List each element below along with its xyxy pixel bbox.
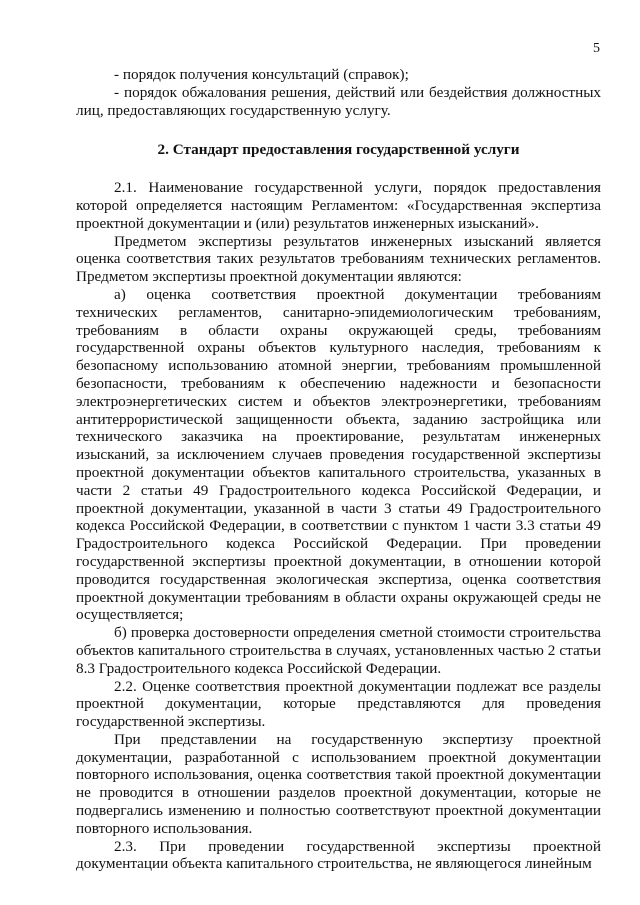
paragraph-reuse-documentation: При представлении на государственную экспертизу проектной документации, разработанной с использованием проектной документации повторного использования, оценка соответствия такой проектной документации не проводится в отношении разделов проектной документации, которые не подвергались изменению и полностью соответствуют проектной документации повторного использования. xyxy=(76,730,601,837)
paragraph-item-a: а) оценка соответствия проектной документации требованиям технических регламентов, санитарно-эпидемиологическим требованиям, требованиям в области охраны окружающей среды, требованиям государственной охраны объектов культурного наследия, требованиям к безопасному использованию атомной энергии, требованиям промышленной безопасности, требованиям к обеспечению надежности и безопасности электроэнергетических систем и объектов электроэнергетики, требованиям антитеррористической защищенности объекта, заданию застройщика или технического заказчика на проектирование, результатам инженерных изысканий, за исключением случаев проведения государственной экспертизы проектной документации объектов капитального строительства, указанных в части 2 статьи 49 Градостроительного кодекса Российской Федерации, и проектной документации, указанной в части 3 статьи 49 Градостроительного кодекса Российской Федерации, в соответствии с пунктом 1 части 3.3 статьи 49 Градостроительного кодекса Российской Федерации. При проведении государственной экспертизы проектной документации, в отношении которой проводится государственная экологическая экспертиза, оценка соответствия проектной документации требованиям в области охраны окружающей среды не осуществляется; xyxy=(76,285,601,624)
paragraph-item-b: б) проверка достоверности определения сметной стоимости строительства объектов капитального строительства в случаях, установленных частью 2 статьи 8.3 Градостроительного кодекса Российской Федерации. xyxy=(76,624,601,677)
list-item-consultations: - порядок получения консультаций (справок); xyxy=(114,66,409,83)
section-heading: 2. Стандарт предоставления государственной услуги xyxy=(157,141,520,159)
paragraph-subject-of-expertise: Предметом экспертизы результатов инженерных изысканий является оценка соответствия таких результатов требованиям технических регламентов. Предметом экспертизы проектной документации являются: xyxy=(76,232,601,286)
paragraph-2-3: 2.3. При проведении государственной экспертизы проектной документации объекта капитального строительства, не являющегося линейным xyxy=(76,837,601,873)
list-item-appeal: - порядок обжалования решения, действий или бездействия должностных лиц, предоставляющих государственную услугу. xyxy=(76,83,601,119)
paragraph-2-1: 2.1. Наименование государственной услуги, порядок предоставления которой определяется настоящим Регламентом: «Государственная экспертиза проектной документации и (или) результатов инженерных изысканий». xyxy=(76,179,601,232)
page-content xyxy=(76,66,601,873)
paragraph-2-2: 2.2. Оценке соответствия проектной документации подлежат все разделы проектной документации, которые представляются для проведения государственной экспертизы. xyxy=(76,677,601,731)
page-number: 5 xyxy=(593,41,600,56)
